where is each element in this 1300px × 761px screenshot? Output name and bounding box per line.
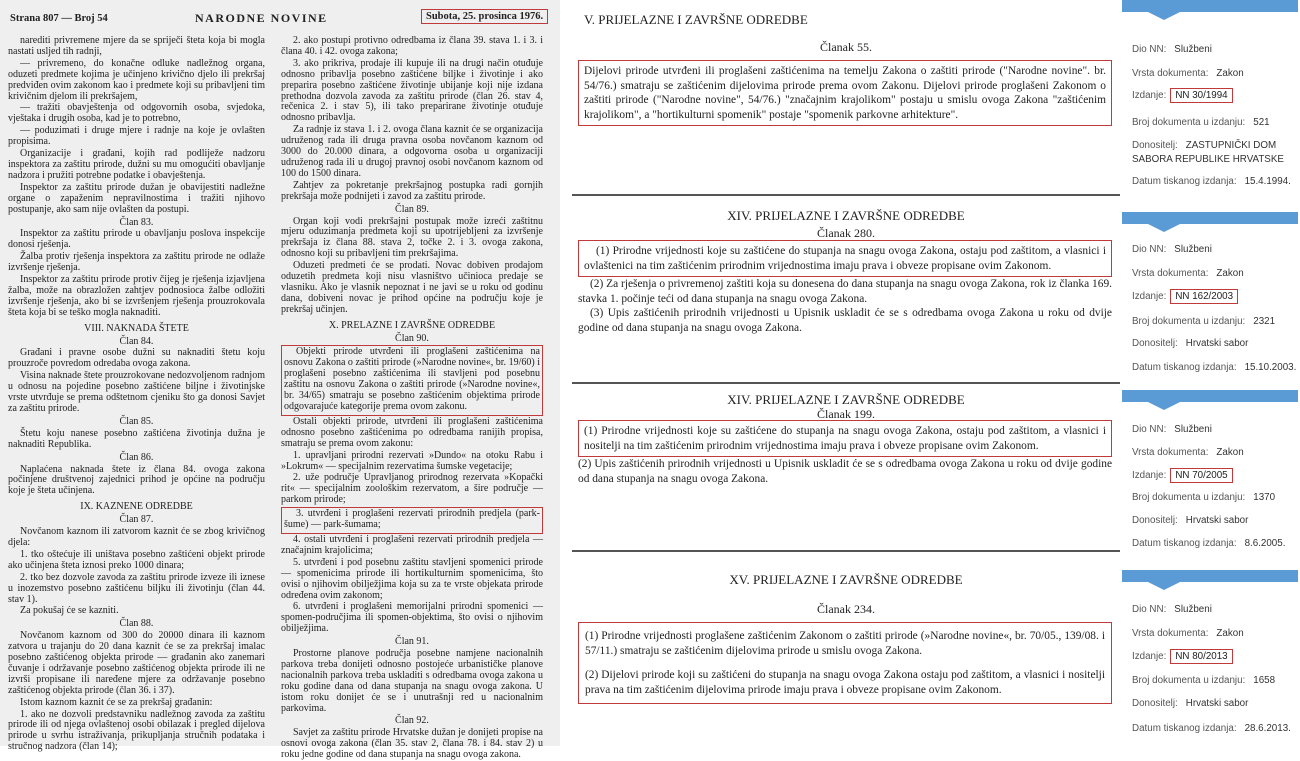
dio-row: Dio NN: Službeni (1132, 604, 1212, 615)
gazette-scan (0, 0, 560, 761)
panel-title: V. PRIJELAZNE I ZAVRŠNE ODREDBE (584, 12, 808, 27)
gazette-paragraph: narediti privremene mjere da se spriječi šteta koja bi mogla nastati usljed tih radnji, (8, 35, 265, 57)
gazette-paragraph: 2. tko bez dozvole zavoda za zaštitu prirode izveze ili iznese u inozemstvo posebno zaštićenu biljku ili životinju (član 44. stav 1). (8, 571, 265, 605)
dio-row: Dio NN: Službeni (1132, 44, 1212, 55)
metadata-card-2013 (1120, 570, 1300, 746)
panel-paragraph: (1) Prirodne vrijednosti proglašene zaštićenim Zakonom o zaštiti prirode (»Narodne novine«, br. 70/05., 139/08. i 57/11.) smatraju se zaštićenim dijelovima prirode u smislu ovoga Zakona. (585, 630, 1105, 657)
highlighted-paragraph (578, 420, 1112, 457)
gazette-header (0, 0, 560, 32)
gazette-heading: Član 88. (119, 618, 154, 630)
gazette-paragraph: Oduzeti predmeti će se prodati. Novac dobiven prodajom oduzetih predmeta koji nisu vlasništvo učinioca predaje se vlasniku. Ako je vlasnik nepoznat i ne javi se u roku od godinu dana, dobiveni novac je prihod općine na području koje je prekršaj učinjen. (281, 260, 543, 315)
izdanje-highlight: NN 70/2005 (1170, 468, 1232, 483)
gazette-paragraph: 3. utvrđeni i proglašeni rezervati prirodnih predjela (park-šume) — park-šumama; (284, 508, 540, 531)
gazette-paragraph: Inspektor za zaštitu prirode protiv čijeg je rješenja izjavljena žalba, može na obrazložen zahtjev podnosioca žalbe odložiti izvršenje rješenja, ako bi se izvršenjem rješenja prouzrokovala šteta koja bi se teško mogla naknaditi. (8, 274, 265, 318)
gazette-paragraph: Za pokušaj će se kazniti. (20, 605, 119, 617)
dio-row: Dio NN: Službeni (1132, 424, 1212, 435)
highlighted-paragraph (578, 240, 1112, 277)
gazette-paragraph: 2. ako postupi protivno odredbama iz člana 39. stava 1. i 3. i člana 40. i 42. ovoga zakona; (281, 35, 543, 57)
gazette-paragraph: Inspektor za zaštitu prirode u obavljanju poslova inspekcije donosi rješenja. (8, 228, 265, 251)
metadata-card-1994 (1120, 0, 1300, 193)
izdanje-row: Izdanje: NN 70/2005 (1132, 470, 1233, 481)
gazette-heading: Član 87. (119, 514, 154, 526)
vrsta-row: Vrsta dokumenta: Zakon (1132, 447, 1244, 458)
gazette-paragraph: Naplaćena naknada štete iz člana 84. ovoga zakona počinjene društvenoj zajednici prihod je općine na području koje je šteta učinjena. (8, 463, 265, 497)
gazette-paragraph: 1. tko oštećuje ili uništava posebno zaštićeni objekt prirode ako učinjena šteta iznosi preko 1000 dinara; (8, 548, 265, 571)
gazette-paragraph: Štetu koju nanese posebno zaštićena životinja dužna je naknaditi Republika. (8, 427, 265, 450)
highlighted-paragraph (578, 60, 1112, 126)
gazette-masthead: NARODNE NOVINE (195, 11, 328, 25)
gazette-paragraph: Za radnje iz stava 1. i 2. ovoga člana kaznit će se organizacija udruženog rada ili druga pravna osoba novčanom kaznom od 3000 do 20.000 dinara, a odgovorna osoba u organizaciji udruženog rada ili u drugoj pravnoj osobi novčanom kaznom od 100 do 1500 dinara. (281, 124, 543, 179)
law-panel-2013 (572, 552, 1120, 746)
gazette-paragraph: — poduzimati i druge mjere i radnje na koje je ovlašten propisima. (8, 125, 265, 148)
panel-paragraph: Dijelovi prirode utvrđeni ili proglašeni zaštićenima na temelju Zakona o zaštiti prirode ("Narodne novine". br. 54/76.) smatraju se zaštićenim dijelovima prirode prema ovom Zakonu. Dijelovi prirode proglašeni Zakonom o zaštiti prirode ("Narodne novine", 54/76.) "značajnim krajolikom" postaju u smislu ovoga Zakona "zaštićenim krajolikom", a "hortikulturni spomenik" postaje "spomenik parkovne arhitekture". (584, 65, 1106, 121)
gazette-paragraph: 6. utvrđeni i proglašeni memorijalni prirodni spomenici — spomen-područjima ili spomen-objektima, što ovisi o njihovim obilježjima. (281, 601, 543, 635)
gazette-paragraph: Žalba protiv rješenja inspektora za zaštitu prirode ne odlaže izvršenje rješenja. (8, 251, 265, 274)
law-panel-2005 (572, 384, 1120, 544)
gazette-paragraph: — privremeno, do konačne odluke nadležnog organa, oduzeti predmete kojima je učinjeno krivično djelo ili prekršaj predviđen ovim zakonom kao i predmete koji su pribavljeni tim krivičnim djelom ili prekršajem, (8, 57, 265, 102)
panel-title: XIV. PRIJELAZNE I ZAVRŠNE ODREDBE (727, 208, 965, 223)
panel-paragraph: (2) Upis zaštićenih prirodnih vrijednosti u Upisnik uskladit će se s odredbama ovoga Zakona u roku od dvije godine od dana stupanja na snagu ovoga Zakona. (578, 458, 1112, 485)
law-panel-1994 (572, 0, 1120, 193)
gazette-paragraph: 1. ako ne dozvoli predstavniku nadležnog zavoda za zaštitu prirode ili od njega ovlaštenoj osobi obilazak i pregled dijelova prirode u svrhu istraživanja, prikupljanja stručnih podataka i stručnog nadzora (član 14); (8, 708, 265, 753)
gazette-heading: Član 85. (119, 415, 154, 427)
card-tab-marker (1122, 570, 1298, 582)
datum-row: Datum tiskanog izdanja: 15.10.2003. (1132, 362, 1297, 373)
gazette-heading: IX. KAZNENE ODREDBE (80, 501, 193, 513)
gazette-paragraph: 4. ostali utvrđeni i proglašeni rezervati prirodnih predjela — značajnim krajolicima; (281, 533, 543, 556)
donositelj-row: Donositelj: Hrvatski sabor (1132, 515, 1249, 526)
gazette-heading: Član 86. (119, 451, 154, 463)
gazette-paragraph: Prostorne planove područja posebne namjene nacionalnih parkova treba donijeti odnosno postojeće urbanističke planove nacionalnih parkova treba uskladiti s odredbama ovoga zakona u roku godine dana od dana stupanja na snagu ovoga zakona. U istom roku donijet će se i unutrašnji red u nacionalnim parkovima. (281, 648, 543, 714)
izdanje-highlight: NN 162/2003 (1170, 289, 1238, 304)
panel-body (578, 240, 1112, 335)
gazette-paragraph: Novčanom kaznom od 300 do 20000 dinara ili kaznom zatvora u trajanju do 20 dana kaznit će se za prekršaj imalac posebno zaštićenog objekta prirode — građanin ako zanemari čuvanje i održavanje posebno zaštićenog objekta prirode ili ne izvrši propisane ili naređene mjere za održavanje posebno zaštićenog objekta prirode (član 36. i 37). (8, 630, 265, 696)
gazette-paragraph: Objekti prirode utvrđeni ili proglašeni zaštićenima na osnovu Zakona o zaštiti prirode (»Narodne novine«, br. 19/60) i proglašeni posebno zaštićenima ili stavljeni pod posebnu zaštitu na osnovu Zakona o zaštiti prirode (»Narodne novine«, br. 34/65) smatraju se posebno zaštićenim objektima prirode odgovarajuće kategorije prema ovom zakonu. (284, 346, 540, 412)
vrsta-row: Vrsta dokumenta: Zakon (1132, 628, 1244, 639)
izdanje-row: Izdanje: NN 80/2013 (1132, 651, 1233, 662)
donositelj-row: Donositelj: Hrvatski sabor (1132, 338, 1249, 349)
izdanje-row: Izdanje: NN 30/1994 (1132, 90, 1233, 101)
gazette-paragraph: Ostali objekti prirode, utvrđeni ili proglašeni zaštićenima odnosno posebno zaštićenima po odredbama ranijih propisa, smatraju se prema ovom zakonu: (281, 415, 543, 449)
gazette-heading: Član 90. (395, 332, 429, 344)
panel-paragraph: (3) Upis zaštićenih prirodnih vrijednosti u Upisnik uskladit će se s odredbama ovoga Zakona u roku od dvije godine od dana stupanja na snagu ovoga Zakona. (578, 307, 1112, 334)
gazette-paragraph: Savjet za zaštitu prirode Hrvatske dužan je donijeti propise na osnovi ovoga zakona (član 35. stav 2, člana 78. i 84. stav 2) u roku jedne godine od dana stupanja na snagu ovoga zakona. (281, 727, 543, 761)
izdanje-highlight: NN 30/1994 (1170, 88, 1232, 103)
vrsta-row: Vrsta dokumenta: Zakon (1132, 268, 1244, 279)
gazette-paragraph: 5. utvrđeni i pod posebnu zaštitu stavljeni spomenici prirode — spomenicima prirode ili hortikulturnim spomenicima, što ovisi o njihovim obilježjima koja su za te vrste objekata prirode određena ovim zakonom; (281, 556, 543, 601)
metadata-card-2005 (1120, 390, 1300, 558)
card-tab-marker (1122, 0, 1298, 12)
gazette-paragraph: 3. ako prikriva, prodaje ili kupuje ili na drugi način otuđuje odnosno pribavlja posebno zaštićene biljke i životinje i ako preparira posebno zaštićene životinje ubijanje koji nije izdana prethodna dozvola zavoda za zaštitu prirode (član 26. stav 4, rečenica 2. i stav 5), ili tako prepariranе životinje otuđuje odnosno pribavlja. (281, 57, 543, 124)
datum-row: Datum tiskanog izdanja: 8.6.2005. (1132, 538, 1286, 549)
gazette-heading: Član 89. (395, 203, 429, 215)
gazette-paragraph: — tražiti obavještenja od odgovornih osoba, svjedoka, vještaka i drugih osoba, kad je to potrebno, (8, 102, 265, 125)
card-tab-marker (1122, 390, 1298, 402)
broj-row: Broj dokumenta u izdanju: 1658 (1132, 675, 1276, 686)
gazette-paragraph: Građani i pravne osobe dužni su naknaditi štetu koju prouzroče povredom odredaba ovoga zakona. (8, 347, 265, 370)
panel-body (578, 622, 1112, 704)
panel-body (578, 60, 1112, 126)
panel-article: Članak 234. (817, 602, 875, 616)
panel-paragraph: (2) Za rješenja o privremenoj zaštiti koja su donesena do dana stupanja na snagu ovoga Zakona, rok iz članka 169. stavka 1. počinje teći od dana stupanja na snagu ovoga Zakona. (578, 278, 1112, 305)
gazette-page-number: Strana 807 — Broj 54 (10, 13, 108, 24)
gazette-heading: Član 91. (395, 636, 429, 648)
gazette-paragraph: Istom kaznom kaznit će se za prekršaj građanin: (20, 696, 213, 708)
panel-paragraph: (1) Prirodne vrijednosti koje su zaštićene do stupanja na snagu ovoga Zakona, ostaju pod zaštitom, a vlasnici i ovlaštenici na tim zaštićenim prirodnim vrijednostima imaju prava i obveze propisane ovim Zakonom. (584, 245, 1106, 272)
izdanje-row: Izdanje: NN 162/2003 (1132, 291, 1238, 302)
law-panel-2003 (572, 196, 1120, 380)
donositelj-row: Donositelj: ZASTUPNIČKI DOM SABORA REPUBLIKE HRVATSKE (1132, 140, 1284, 165)
datum-row: Datum tiskanog izdanja: 28.6.2013. (1132, 723, 1291, 734)
panel-article: Članak 199. (817, 407, 875, 421)
gazette-paragraph: Organizacije i građani, kojih rad podliježe nadzoru inspektora za zaštitu prirode, dužni su mu omogućiti obavljanje nadzora i pružiti potrebne podatke i obavještenja. (8, 148, 265, 181)
gazette-paragraph: Visina naknade štete prouzrokovane nedozvoljenom radnjom u odnosu na pojedine posebno zaštićene biljne i životinjske vrste utvrđuje se prema odštetnom cjeniku što ga donosi Savjet za zaštitu prirode. (8, 370, 265, 414)
donositelj-row: Donositelj: Hrvatski sabor (1132, 698, 1249, 709)
gazette-heading: VIII. NAKNADA ŠTETE (84, 322, 189, 334)
gazette-highlight-box (281, 507, 543, 534)
panel-article: Članak 55. (820, 40, 872, 54)
panel-title: XV. PRIJELAZNE I ZAVRŠNE ODREDBE (729, 572, 963, 587)
card-tab-marker (1122, 212, 1298, 224)
highlighted-paragraph (578, 622, 1112, 704)
broj-row: Broj dokumenta u izdanju: 1370 (1132, 492, 1276, 503)
gazette-highlight-box (281, 345, 543, 415)
gazette-date-highlight: Subota, 25. prosinca 1976. (421, 9, 548, 24)
gazette-heading: X. PRELAZNE I ZAVRŠNE ODREDBE (328, 319, 496, 331)
gazette-paragraph: 1. upravljani prirodni rezervati »Dundo« na otoku Rabu i »Lokrum« — specijalnim rezervatima šumske vegetacije; (281, 449, 543, 472)
gazette-heading: Član 84. (119, 335, 154, 347)
metadata-card-2003 (1120, 212, 1300, 382)
gazette-heading: Član 92. (395, 715, 429, 727)
panel-article: Članak 280. (817, 226, 875, 240)
vrsta-row: Vrsta dokumenta: Zakon (1132, 68, 1244, 79)
dio-row: Dio NN: Službeni (1132, 244, 1212, 255)
gazette-paragraph: Zahtjev za pokretanje prekršajnog postupka radi gornjih prekršaja može podnijeti i zavod za zaštitu prirode. (281, 179, 543, 202)
broj-row: Broj dokumenta u izdanju: 2321 (1132, 316, 1276, 327)
panel-paragraph: (1) Prirodne vrijednosti koje su zaštićene do stupanja na snagu ovoga Zakona, ostaju pod zaštitom, a vlasnici i nositelji na tim zaštićenim prirodnim vrijednostima imaju prava i obveze propisane ovim Zakonom. (584, 425, 1106, 452)
gazette-column-left (8, 35, 265, 753)
gazette-paragraph: 2. uže područje Upravljanog prirodnog rezervata »Kopački rit« — specijalnim zoološkim rezervatom, a šire područje — parkom prirode; (281, 472, 543, 506)
gazette-paragraph: Novčanom kaznom ili zatvorom kaznit će se zbog krivičnog djela: (8, 526, 265, 548)
izdanje-highlight: NN 80/2013 (1170, 649, 1232, 664)
gazette-paragraph: Inspektor za zaštitu prirode dužan je obavijestiti nadležne organe o zapaženim nepravilnostima i tražiti njihovo postupanje, ako sam nije ovlašten da postupi. (8, 181, 265, 215)
broj-row: Broj dokumenta u izdanju: 521 (1132, 117, 1270, 128)
gazette-heading: Član 83. (119, 216, 154, 228)
panel-body (578, 420, 1112, 486)
datum-row: Datum tiskanog izdanja: 15.4.1994. (1132, 176, 1291, 187)
panel-paragraph: (2) Dijelovi prirode koji su zaštićeni do stupanja na snagu ovoga Zakona ostaju pod zaštitom, a vlasnici i nositelji prava na tim zaštićenim dijelovima prirode imaju prava i obveze propisane ovim Zakonom. (585, 669, 1105, 696)
gazette-paragraph: Organ koji vodi prekršajni postupak može izreći zaštitnu mjeru oduzimanja predmeta koji su upotrijebljeni za izvršenje prekršaja iz člana 88. stava 2, točke 2. i 3. ovoga zakona, odnosno koji su pribavljeni tim prekršajima. (281, 215, 543, 260)
gazette-column-right (281, 35, 543, 761)
panel-title: XIV. PRIJELAZNE I ZAVRŠNE ODREDBE (727, 392, 965, 407)
